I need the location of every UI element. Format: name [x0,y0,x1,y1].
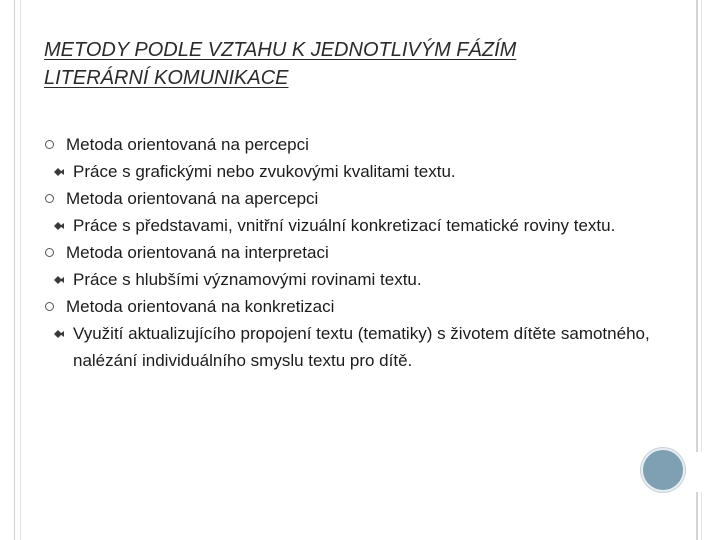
list-item-label: Metoda orientovaná na konkretizaci [66,297,335,316]
hollow-circle-icon [45,248,54,257]
sub-list-item-text: Práce s grafickými nebo zvukovými kvalitami textu. [73,162,456,181]
right-border-rule [696,0,698,452]
list-item [44,185,684,212]
sub-list-item [44,212,684,239]
diamond-arrow-icon [51,166,67,178]
diamond-arrow-icon [51,220,67,232]
list-item-label: Metoda orientovaná na percepci [66,135,309,154]
right-border-rule [701,492,702,540]
left-border-rule [14,0,15,540]
sub-list-item [44,320,684,374]
bullet-list [44,131,684,374]
list-item-label: Metoda orientovaná na apercepci [66,189,319,208]
list-item [44,293,684,320]
list-item [44,131,684,158]
hollow-circle-icon [45,194,54,203]
slide-title-line: LITERÁRNÍ KOMUNIKACE [44,67,289,89]
sub-list-item-text: Práce s hlubšími významovými rovinami textu. [73,270,422,289]
list-item-label: Metoda orientovaná na interpretaci [66,243,329,262]
right-border-rule [696,492,698,540]
sub-list-item-text: Práce s představami, vnitřní vizuální konkretizací tematické roviny textu. [73,216,616,235]
hollow-circle-icon [45,140,54,149]
hollow-circle-icon [45,302,54,311]
decorative-circle-icon [641,448,685,492]
slide-title-line: METODY PODLE VZTAHU K JEDNOTLIVÝM FÁZÍM [44,39,517,61]
sub-list-item [44,158,684,185]
list-item [44,239,684,266]
right-border-rule [701,0,702,452]
diamond-arrow-icon [51,274,67,286]
left-border-rule [20,0,21,540]
sub-list-item-text: Využití aktualizujícího propojení textu (tematiky) s životem dítěte samotného, nalézání individuálního smyslu textu pro dítě. [73,324,650,370]
slide-title [44,36,644,92]
diamond-arrow-icon [51,328,67,340]
sub-list-item [44,266,684,293]
